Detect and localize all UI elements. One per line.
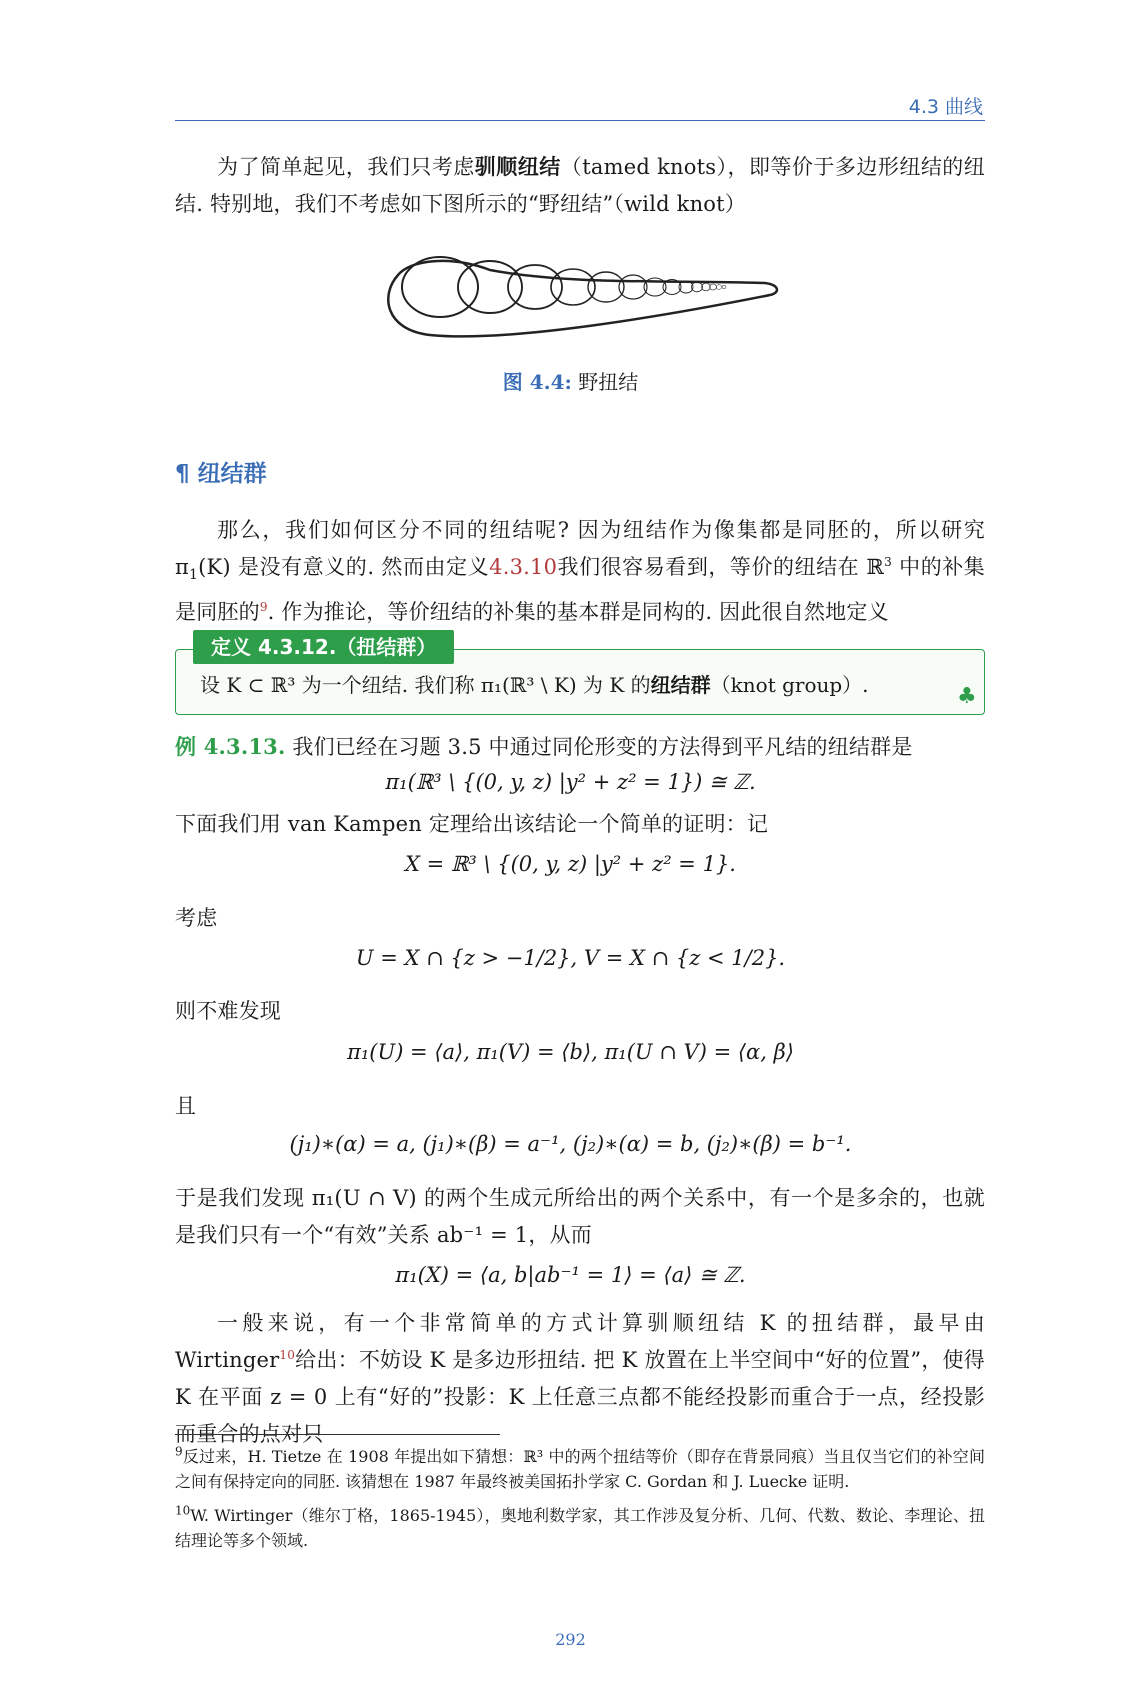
footnote-ref-10[interactable]: 10 (279, 1348, 296, 1362)
para3-pre: 一般来说，有一个非常简单的方式计算驯顺纽结 K 的扭结群，最早由 Wirtinger (175, 1311, 985, 1372)
para2-post-c: . 作为推论，等价纽结的补集的基本群是同构的. 因此很自然地定义 (267, 600, 889, 625)
definition-text-post: （knot group）. (710, 673, 869, 697)
intro-paragraph (175, 148, 985, 223)
para2-pi-arg: (K) 是没有意义的. 然而由定义 (198, 555, 490, 579)
figure-caption (0, 366, 1141, 395)
para2-post-a: 我们很容易看到，等价的纽结在 ℝ (557, 555, 885, 579)
definition-text-bold: 纽结群 (650, 673, 711, 697)
wild-knot-loop (722, 285, 726, 289)
example-line-3: 考虑 (175, 906, 218, 930)
para2-pre: 那么，我们如何区分不同的纽结呢? 因为纽结作为像集都是同胚的，所以研究 π (175, 518, 985, 579)
knot-group-paragraph (175, 512, 985, 631)
wild-knot-loop (402, 257, 478, 317)
footnote-rule (175, 1434, 500, 1435)
equation-6: π₁(X) = ⟨a, b|ab⁻¹ = 1⟩ = ⟨a⟩ ≅ ℤ. (395, 1263, 746, 1287)
wild-knot-outer-loop (388, 261, 777, 336)
section-title: ¶ 纽结群 (175, 461, 267, 487)
header-section: 4.3 曲线 (908, 96, 983, 118)
footnote-9 (175, 1444, 985, 1494)
page-number: 292 (555, 1630, 586, 1649)
wild-knot-loop (702, 283, 711, 291)
example-header (175, 728, 985, 766)
para2-sup3: 3 (884, 555, 892, 569)
figure-caption-text: 野扭结 (578, 370, 639, 394)
footnote-10-mark: 10 (175, 1503, 191, 1518)
wild-knot-loop (716, 285, 721, 290)
club-icon: ♣ (957, 684, 977, 709)
running-header (175, 90, 985, 121)
example-line-4: 则不难发现 (175, 999, 281, 1023)
intro-text-bold: 驯顺纽结 (474, 154, 561, 179)
footnote-10 (175, 1503, 985, 1553)
definition-text-pre: 设 K ⊂ ℝ³ 为一个纽结. 我们称 π₁(ℝ³ \ K) 为 K 的 (200, 673, 651, 697)
figure-label: 图 4.4: (502, 370, 572, 394)
intro-text-pre: 为了简单起见，我们只考虑 (217, 155, 475, 179)
example-line-2: 下面我们用 van Kampen 定理给出该结论一个简单的证明：记 (175, 812, 769, 836)
para2-pi-sub: 1 (189, 567, 199, 584)
example-line-5: 且 (175, 1094, 197, 1118)
equation-5: (j₁)∗(α) = a, (j₁)∗(β) = a⁻¹, (j₂)∗(α) = b, (j₂)∗(β) = b⁻¹. (289, 1132, 852, 1156)
equation-3: U = X ∩ {z > −1/2}, V = X ∩ {z < 1/2}. (355, 946, 786, 970)
definition-link[interactable]: 4.3.10 (489, 555, 558, 579)
footnote-10-text: W. Wirtinger（维尔丁格，1865-1945），奥地利数学家，其工作涉及复分析、几何、代数、数论、李理论、扭结理论等多个领域. (175, 1506, 985, 1550)
footnote-ref-9[interactable]: 9 (259, 600, 268, 615)
para2-post-b: 中的补集是同胚的 (175, 555, 986, 625)
definition-tab: 定义 4.3.12.（扭结群） (193, 630, 454, 664)
example-label: 例 4.3.13. (175, 734, 286, 759)
example-line-6: 于是我们发现 π₁(U ∩ V) 的两个生成元所给出的两个关系中，有一个是多余的，也就是我们只有一个“有效”关系 ab⁻¹ = 1，从而 (175, 1186, 985, 1247)
equation-1: π₁(ℝ³ \ {(0, y, z) |y² + z² = 1}) ≅ ℤ. (385, 770, 756, 794)
equation-2: X = ℝ³ \ {(0, y, z) |y² + z² = 1}. (405, 852, 736, 876)
footnote-9-text: 反过来，H. Tietze 在 1908 年提出如下猜想：ℝ³ 中的两个扭结等价（即存在背景同痕）当且仅当它们的补空间之间有保持定向的同胚. 该猜想在 1987 年最终被美国拓扑学家 C. Gordan 和 J. Luecke 证明. (175, 1447, 985, 1491)
wirtinger-paragraph (175, 1305, 985, 1453)
wild-knot-loop (619, 275, 647, 299)
para3-post: 给出：不妨设 K 是多边形扭结. 把 K 放置在上半空间中“好的位置”，使得 K 在平面 z = 0 上有“好的”投影：K 上任意三点都不能经投影而重合于一点，经投影而重合的点对只 (175, 1348, 985, 1446)
wild-knot-figure (370, 235, 790, 355)
intro-text-post: （tamed knots），即等价于多边形纽结的纽结. 特别地，我们不考虑如下图所示的“野纽结”（wild knot） (175, 155, 985, 216)
wild-knot-loop (508, 265, 562, 309)
definition-text (200, 670, 940, 700)
example-text: 我们已经在习题 3.5 中通过同伦形变的方法得到平凡结的纽结群是 (292, 735, 913, 759)
footnote-9-mark: 9 (175, 1444, 183, 1459)
equation-4: π₁(U) = ⟨a⟩, π₁(V) = ⟨b⟩, π₁(U ∩ V) = ⟨α, β⟩ (347, 1040, 794, 1064)
